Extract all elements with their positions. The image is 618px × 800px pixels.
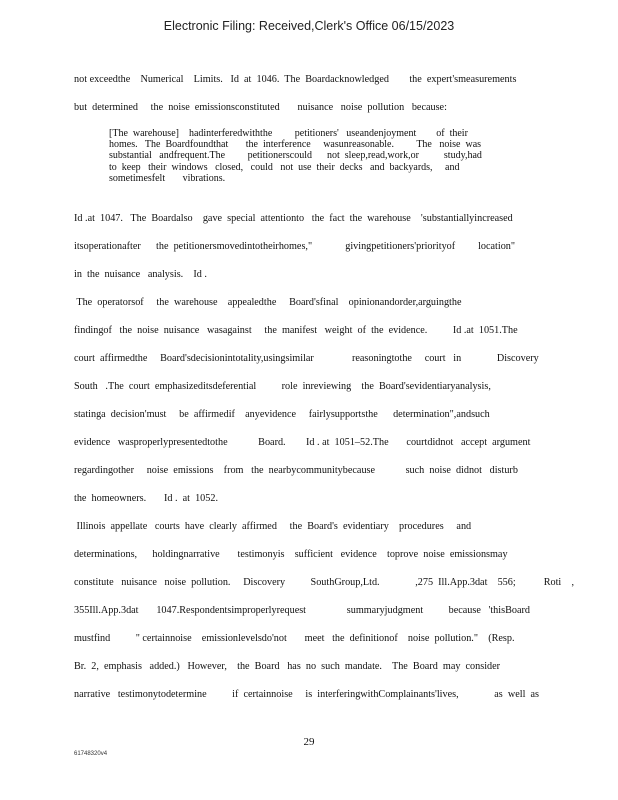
body-text-line: constitute nuisance noise pollution. Discovery SouthGroup,Ltd. ,275 Ill.App.3dat 556; Roti , (74, 577, 574, 588)
body-text-line: regardingother noise emissions from the nearbycommunitybecause such noise didnot disturb (74, 465, 518, 476)
quote-line: sometimesfelt vibrations. (109, 172, 226, 184)
quote-line: substantial andfrequent.The petitionerscould not sleep,read,work,or study,had (109, 150, 482, 162)
body-text-line: statinga decision'must be affirmedif anyevidence fairlysupportsthe determination",andsuch (74, 409, 490, 420)
body-text-line: Br. 2, emphasis added.) However, the Board has no such mandate. The Board may consider (74, 661, 501, 672)
body-text-line: in the nuisance analysis. Id . (74, 269, 207, 280)
quote-line: to keep their windows closed, could not use their decks and backyards, and (109, 161, 460, 173)
body-text-line: court affirmedthe Board'sdecisionintotality,usingsimilar reasoningtothe court in Discovery (74, 353, 539, 364)
page-number: 29 (303, 736, 315, 748)
filing-stamp-header: Electronic Filing: Received,Clerk's Office 06/15/2023 (163, 19, 455, 33)
body-text-line: evidence wasproperlypresentedtothe Board. Id . at 1051–52.The courtdidnot accept argument (74, 437, 531, 448)
body-text-line: the homeowners. Id . at 1052. (74, 493, 219, 504)
body-text-line: determinations, holdingnarrative testimonyis sufficient evidence toprove noise emissionsmay (74, 549, 508, 560)
quote-line: [The warehouse] hadinterferedwiththe petitioners' useandenjoyment of their (109, 128, 468, 139)
body-text-line: Id .at 1047. The Boardalso gave special attentionto the fact the warehouse 'substantiallyincreased (74, 213, 513, 224)
body-text-line: findingof the noise nuisance wasagainst the manifest weight of the evidence. Id .at 1051.The (74, 325, 518, 336)
body-text-line: 355Ill.App.3dat 1047.Respondentsimproperlyrequest summaryjudgment because 'thisBoard (74, 605, 530, 616)
body-text-line: not exceedthe Numerical Limits. Id at 1046. The Boardacknowledged the expert'smeasurements (74, 74, 517, 85)
quote-line: homes. The Boardfoundthat the interference wasunreasonable. The noise was (109, 139, 482, 151)
body-text-line: Illinois appellate courts have clearly affirmed the Board's evidentiary procedures and (74, 521, 472, 532)
body-text-line: but determined the noise emissionsconstituted nuisance noise pollution because: (74, 102, 447, 113)
body-text-line: The operatorsof the warehouse appealedthe Board'sfinal opinionandorder,arguingthe (74, 297, 462, 308)
document-id-footer: 61748320v4 (74, 751, 108, 757)
body-text-line: mustfind " certainnoise emissionlevelsdo'not meet the definitionof noise pollution." (Resp. (74, 633, 515, 644)
body-text-line: narrative testimonytodetermine if certainnoise is interferingwithComplainants'lives, as well as (74, 689, 539, 700)
block-quote (109, 128, 482, 184)
body-text-line: itsoperationafter the petitionersmovedintotheirhomes," givingpetitioners'priorityof location" (74, 241, 516, 252)
body-text-line: South .The court emphasizeditsdeferential role inreviewing the Board'sevidentiaryanalysis, (74, 381, 491, 392)
